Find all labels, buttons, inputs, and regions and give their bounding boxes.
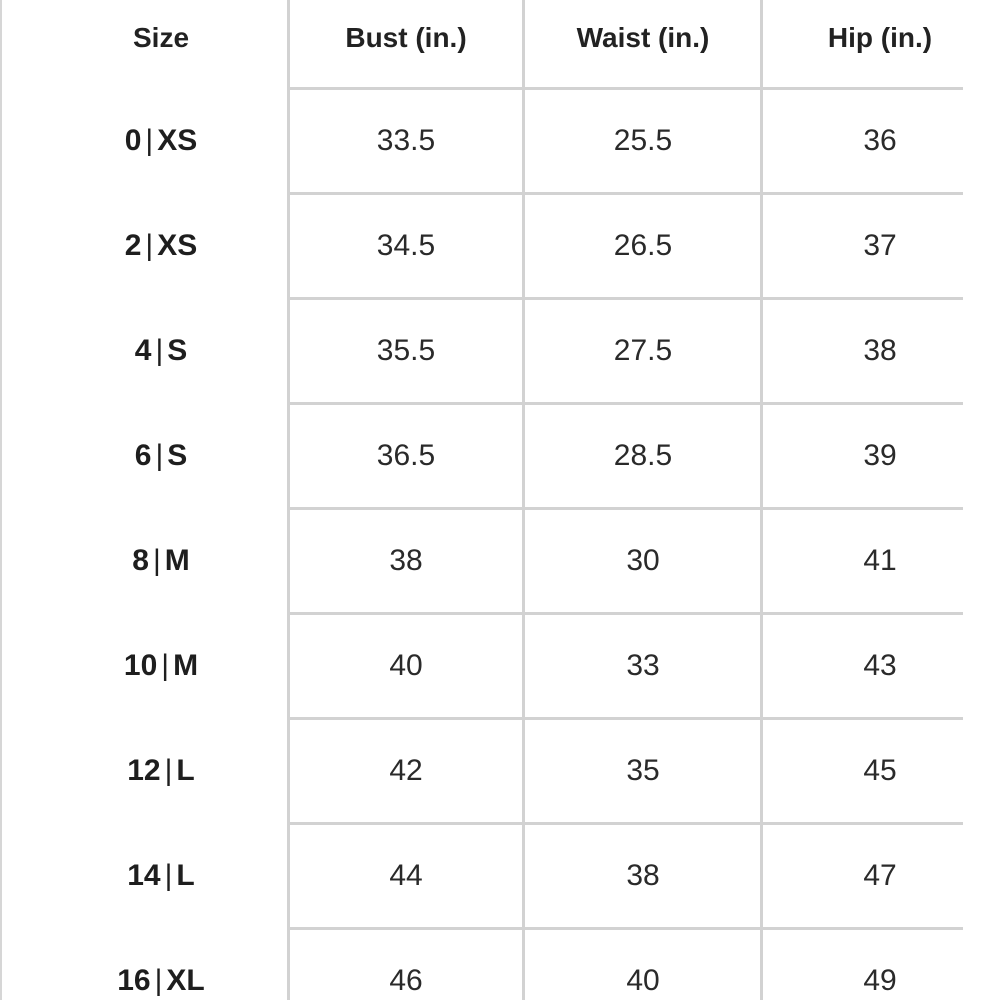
bust-cell: 44 bbox=[389, 859, 423, 892]
bust-cell: 36.5 bbox=[376, 439, 436, 472]
size-letter: M bbox=[164, 544, 190, 577]
size-separator: | bbox=[164, 859, 173, 892]
bust-cell: 46 bbox=[389, 964, 423, 997]
hip-cell: 38 bbox=[863, 334, 897, 367]
bust-cell: 42 bbox=[389, 754, 423, 787]
size-cell bbox=[40, 825, 282, 927]
size-letter: L bbox=[176, 859, 195, 892]
waist-cell: 30 bbox=[626, 544, 660, 577]
header-size: Size bbox=[132, 22, 190, 53]
bust-cell: 34.5 bbox=[376, 229, 436, 262]
size-cell bbox=[40, 930, 282, 1000]
waist-cell: 28.5 bbox=[613, 439, 673, 472]
waist-cell: 26.5 bbox=[613, 229, 673, 262]
size-separator: | bbox=[164, 754, 173, 787]
hip-cell: 49 bbox=[863, 964, 897, 997]
size-number: 12 bbox=[127, 754, 161, 787]
hip-cell: 45 bbox=[863, 754, 897, 787]
size-letter: XS bbox=[157, 229, 198, 262]
size-number: 14 bbox=[127, 859, 161, 892]
size-number: 4 bbox=[134, 334, 152, 367]
header-hip: Hip (in.) bbox=[827, 22, 933, 53]
size-cell bbox=[40, 90, 282, 192]
size-letter: S bbox=[167, 334, 188, 367]
size-number: 10 bbox=[123, 649, 158, 682]
size-letter: M bbox=[173, 649, 199, 682]
size-cell bbox=[40, 720, 282, 822]
size-separator: | bbox=[145, 229, 154, 262]
size-separator: | bbox=[161, 649, 170, 682]
bust-cell: 35.5 bbox=[376, 334, 436, 367]
waist-cell: 38 bbox=[626, 859, 660, 892]
bust-cell: 40 bbox=[389, 649, 423, 682]
size-cell bbox=[40, 300, 282, 402]
size-cell bbox=[40, 195, 282, 297]
hip-cell: 37 bbox=[863, 229, 897, 262]
hip-cell: 41 bbox=[863, 544, 897, 577]
waist-cell: 27.5 bbox=[613, 334, 673, 367]
header-waist: Waist (in.) bbox=[576, 22, 710, 53]
waist-cell: 40 bbox=[626, 964, 660, 997]
size-cell bbox=[40, 405, 282, 507]
size-number: 8 bbox=[132, 544, 149, 577]
size-separator: | bbox=[155, 439, 164, 472]
size-cell bbox=[40, 615, 282, 717]
bust-cell: 33.5 bbox=[376, 124, 436, 157]
waist-cell: 33 bbox=[626, 649, 660, 682]
bust-cell: 38 bbox=[389, 544, 423, 577]
size-letter: XS bbox=[157, 124, 198, 157]
hip-cell: 39 bbox=[863, 439, 897, 472]
waist-cell: 35 bbox=[626, 754, 660, 787]
waist-cell: 25.5 bbox=[613, 124, 673, 157]
size-separator: | bbox=[152, 544, 161, 577]
size-number: 0 bbox=[124, 124, 142, 157]
size-cell bbox=[40, 510, 282, 612]
hip-cell: 47 bbox=[863, 859, 897, 892]
size-number: 16 bbox=[117, 964, 151, 997]
hip-cell: 43 bbox=[863, 649, 897, 682]
size-separator: | bbox=[155, 334, 164, 367]
header-bust: Bust (in.) bbox=[345, 22, 467, 53]
size-letter: XL bbox=[166, 964, 205, 997]
size-number: 2 bbox=[124, 229, 142, 262]
hip-cell: 36 bbox=[863, 124, 897, 157]
left-border bbox=[0, 0, 2, 1000]
size-separator: | bbox=[154, 964, 163, 997]
size-letter: S bbox=[167, 439, 188, 472]
size-letter: L bbox=[176, 754, 195, 787]
size-separator: | bbox=[145, 124, 154, 157]
size-number: 6 bbox=[134, 439, 152, 472]
